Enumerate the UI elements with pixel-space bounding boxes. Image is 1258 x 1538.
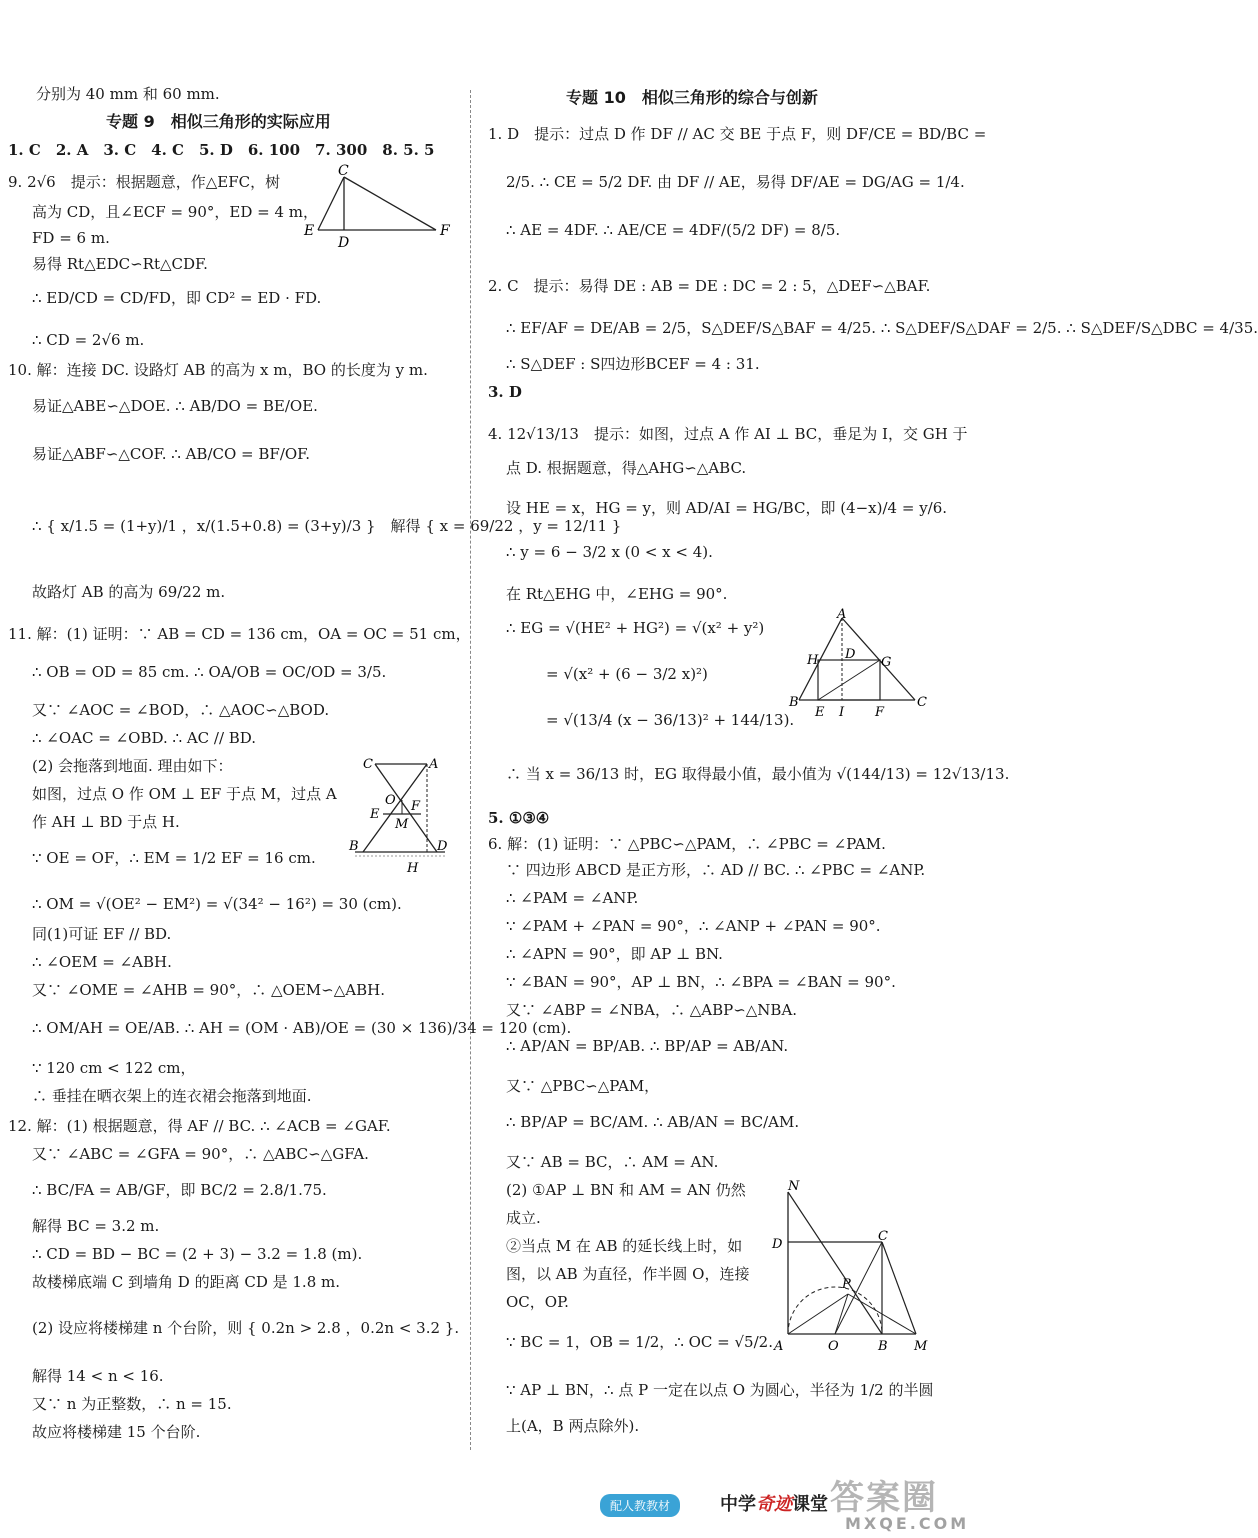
formula-line: (2) 设应将楼梯建 n 个台阶，则 { 0.2n > 2.8 ，0.2n < 3.2 }. [32, 1319, 460, 1337]
formula-line: ∵ OE = OF，∴ EM = 1/2 EF = 16 cm. [32, 849, 316, 867]
column-divider [470, 90, 471, 1450]
text-line: ∴ ∠OEM = ∠ABH. [32, 953, 172, 971]
brand-mid: 奇迹 [756, 1494, 792, 1515]
text-line: 解得 BC = 3.2 m. [32, 1217, 160, 1235]
text-line: ∴ ∠OAC = ∠OBD. ∴ AC // BD. [32, 729, 257, 747]
answer-line: 5. ①③④ [488, 809, 550, 827]
text-line: ∴ ∠APN = 90°，即 AP ⊥ BN. [506, 945, 723, 963]
label-d: D [772, 1237, 783, 1252]
formula-line: 易证△ABE∽△DOE. ∴ AB/DO = BE/OE. [32, 397, 318, 415]
label-p: P [842, 1277, 851, 1292]
label-d: D [845, 647, 856, 662]
label-c: C [878, 1229, 888, 1244]
label-i: I [839, 705, 845, 720]
label-o: O [385, 793, 396, 808]
watermark: 答案圈 [830, 1478, 938, 1518]
formula-line: ∴ BP/AP = BC/AM. ∴ AB/AN = BC/AM. [506, 1113, 800, 1131]
text-line: 如图，过点 O 作 OM ⊥ EF 于点 M，过点 A [32, 785, 337, 803]
label-g: G [881, 655, 892, 670]
formula-line: ∴ BC/FA = AB/GF，即 BC/2 = 2.8/1.75. [32, 1181, 327, 1199]
label-f: F [411, 799, 421, 814]
text-line: 高为 CD，且∠ECF = 90°，ED = 4 m， [32, 203, 318, 221]
text-line: (2) 会拖落到地面. 理由如下： [32, 757, 233, 775]
text-line: ∴ ∠PAM = ∠ANP. [506, 889, 639, 907]
formula-line: ∵ AP ⊥ BN，∴ 点 P 一定在以点 O 为圆心，半径为 1/2 的半圆 [506, 1381, 934, 1399]
text-line: 又∵ ∠AOC = ∠BOD，∴ △AOC∽△BOD. [32, 701, 330, 719]
label-b: B [789, 695, 799, 710]
label-c: C [363, 757, 373, 772]
formula-line: = √(13/4 (x − 36/13)² + 144/13). [546, 711, 795, 729]
label-a: A [774, 1339, 784, 1354]
label-f: F [440, 223, 450, 239]
formula-line: ∴ S△DEF : S四边形BCEF = 4 : 31. [506, 355, 760, 373]
text-line: 9. 2√6 提示：根据题意，作△EFC，树 [8, 173, 281, 191]
text-line: 易得 Rt△EDC∽Rt△CDF. [32, 255, 208, 273]
text-line: 成立. [506, 1209, 541, 1227]
section-title: 专题 10 相似三角形的综合与创新 [566, 88, 818, 107]
text-line: 10. 解：连接 DC. 设路灯 AB 的高为 x m，BO 的长度为 y m. [8, 361, 428, 379]
brand-logo [720, 1490, 828, 1516]
text-line: 作 AH ⊥ BD 于点 H. [32, 813, 180, 831]
text-line: 故应将楼梯建 15 个台阶. [32, 1423, 201, 1441]
text-line: ∵ ∠BAN = 90°，AP ⊥ BN，∴ ∠BPA = ∠BAN = 90°. [506, 973, 896, 991]
text-line: 11. 解：(1) 证明：∵ AB = CD = 136 cm，OA = OC = 51 cm， [8, 625, 471, 643]
text-line: 上(A，B 两点除外). [506, 1417, 640, 1435]
text-line: 图，以 AB 为直径，作半圆 O，连接 [506, 1265, 750, 1283]
tree-figure [300, 165, 460, 250]
label-o: O [828, 1339, 839, 1354]
text-line: 又∵ ∠ABC = ∠GFA = 90°，∴ △ABC∽△GFA. [32, 1145, 369, 1163]
text-line: 分别为 40 mm 和 60 mm. [36, 85, 220, 103]
watermark-url: MXQE.COM [845, 1514, 970, 1533]
label-h: H [407, 861, 419, 876]
text-line: ②当点 M 在 AB 的延长线上时，如 [506, 1237, 743, 1255]
text-line: 又∵ n 为正整数，∴ n = 15. [32, 1395, 232, 1413]
answer-line: 1. C 2. A 3. C 4. C 5. D 6. 100 7. 300 8. 5. 5 [8, 141, 435, 159]
label-e: E [815, 705, 825, 720]
label-n: N [788, 1179, 800, 1194]
label-m: M [395, 817, 409, 832]
text-line: (2) ①AP ⊥ BN 和 AM = AN 仍然 [506, 1181, 746, 1199]
text-line: 6. 解：(1) 证明：∵ △PBC∽△PAM，∴ ∠PBC = ∠PAM. [488, 835, 886, 853]
formula-line: ∴ OM/AH = OE/AB. ∴ AH = (OM · AB)/OE = (30 × 136)/34 = 120 (cm). [32, 1019, 572, 1037]
text-line: FD = 6 m. [32, 229, 110, 247]
formula-line: 易证△ABF∽△COF. ∴ AB/CO = BF/OF. [32, 445, 311, 463]
text-line: 4. 12√13/13 提示：如图，过点 A 作 AI ⊥ BC，垂足为 I，交 GH 于 [488, 425, 968, 443]
text-line: 1. D 提示：过点 D 作 DF // AC 交 BE 于点 F，则 DF/CE = BD/BC = [488, 125, 987, 143]
brand-right: 课堂 [792, 1494, 828, 1515]
text-line: 同(1)可证 EF // BD. [32, 925, 172, 943]
text-line: 2. C 提示：易得 DE : AB = DE : DC = 2 : 5，△DEF∽△BAF. [488, 277, 931, 295]
formula-line: 设 HE = x，HG = y，则 AD/AI = HG/BC，即 (4−x)/4 = y/6. [506, 499, 948, 517]
brand-left: 中学 [720, 1494, 756, 1515]
text-line: 解得 14 < n < 16. [32, 1367, 164, 1385]
text-line: ∴ 垂挂在晒衣架上的连衣裙会拖落到地面. [32, 1087, 312, 1105]
text-line: 又∵ ∠OME = ∠AHB = 90°，∴ △OEM∽△ABH. [32, 981, 385, 999]
label-b: B [878, 1339, 888, 1354]
formula-line: ∴ CD = 2√6 m. [32, 331, 145, 349]
text-line: 点 D. 根据题意，得△AHG∽△ABC. [506, 459, 747, 477]
text-line: 又∵ ∠ABP = ∠NBA，∴ △ABP∽△NBA. [506, 1001, 798, 1019]
rack-figure [345, 752, 460, 877]
formula-line: ∴ ED/CD = CD/FD，即 CD² = ED · FD. [32, 289, 322, 307]
formula-line: ∴ EF/AF = DE/AB = 2/5，S△DEF/S△BAF = 4/25. ∴ S△DEF/S△DAF = 2/5. ∴ S△DEF/S△DBC = 4/35. [506, 319, 1258, 337]
text-line: ∵ ∠PAM + ∠PAN = 90°，∴ ∠ANP + ∠PAN = 90°. [506, 917, 881, 935]
text-line: OC，OP. [506, 1293, 569, 1311]
formula-line: ∴ y = 6 − 3/2 x (0 < x < 4). [506, 543, 713, 561]
answer-line: 3. D [488, 383, 522, 401]
label-c: C [338, 163, 349, 179]
label-d: D [437, 839, 448, 854]
text-line: 故路灯 AB 的高为 69/22 m. [32, 583, 226, 601]
formula-line: ∴ { x/1.5 = (1+y)/1 ，x/(1.5+0.8) = (3+y)/3 } 解得 { x = 69/22 ，y = 12/11 } [32, 517, 622, 535]
text-line: ∵ 四边形 ABCD 是正方形，∴ AD // BC. ∴ ∠PBC = ∠ANP. [506, 861, 926, 879]
label-e: E [304, 223, 315, 239]
label-d: D [338, 235, 350, 251]
label-e: E [370, 807, 380, 822]
formula-line: ∴ AE = 4DF. ∴ AE/CE = 4DF/(5/2 DF) = 8/5. [506, 221, 841, 239]
page-footer [560, 1478, 1000, 1533]
triangle-figure [785, 608, 935, 723]
textbook-badge: 配人教教材 [600, 1494, 680, 1517]
formula-line: = √(x² + (6 − 3/2 x)²) [546, 665, 708, 683]
text-line: ∵ 120 cm < 122 cm， [32, 1059, 196, 1077]
label-c: C [917, 695, 927, 710]
section-title: 专题 9 相似三角形的实际应用 [106, 112, 331, 131]
formula-line: ∴ CD = BD − BC = (2 + 3) − 3.2 = 1.8 (m). [32, 1245, 363, 1263]
label-f: F [875, 705, 885, 720]
square-figure [768, 1178, 938, 1353]
label-a: A [429, 757, 439, 772]
text-line: 又∵ AB = BC，∴ AM = AN. [506, 1153, 719, 1171]
formula-line: ∴ EG = √(HE² + HG²) = √(x² + y²) [506, 619, 765, 637]
formula-line: ∴ 当 x = 36/13 时，EG 取得最小值，最小值为 √(144/13) = 12√13/13. [506, 765, 1010, 783]
label-h: H [807, 653, 819, 668]
label-b: B [349, 839, 359, 854]
label-m: M [914, 1339, 928, 1354]
formula-line: 2/5. ∴ CE = 5/2 DF. 由 DF // AE，易得 DF/AE = DG/AG = 1/4. [506, 173, 965, 191]
formula-line: ∴ OM = √(OE² − EM²) = √(34² − 16²) = 30 (cm). [32, 895, 402, 913]
formula-line: ∴ OB = OD = 85 cm. ∴ OA/OB = OC/OD = 3/5. [32, 663, 387, 681]
text-line: 故楼梯底端 C 到墙角 D 的距离 CD 是 1.8 m. [32, 1273, 340, 1291]
text-line: 12. 解：(1) 根据题意，得 AF // BC. ∴ ∠ACB = ∠GAF. [8, 1117, 391, 1135]
formula-line: ∵ BC = 1，OB = 1/2，∴ OC = √5/2. [506, 1333, 773, 1351]
label-a: A [837, 607, 847, 622]
formula-line: ∴ AP/AN = BP/AB. ∴ BP/AP = AB/AN. [506, 1037, 789, 1055]
text-line: 又∵ △PBC∽△PAM， [506, 1077, 660, 1095]
text-line: 在 Rt△EHG 中，∠EHG = 90°. [506, 585, 728, 603]
